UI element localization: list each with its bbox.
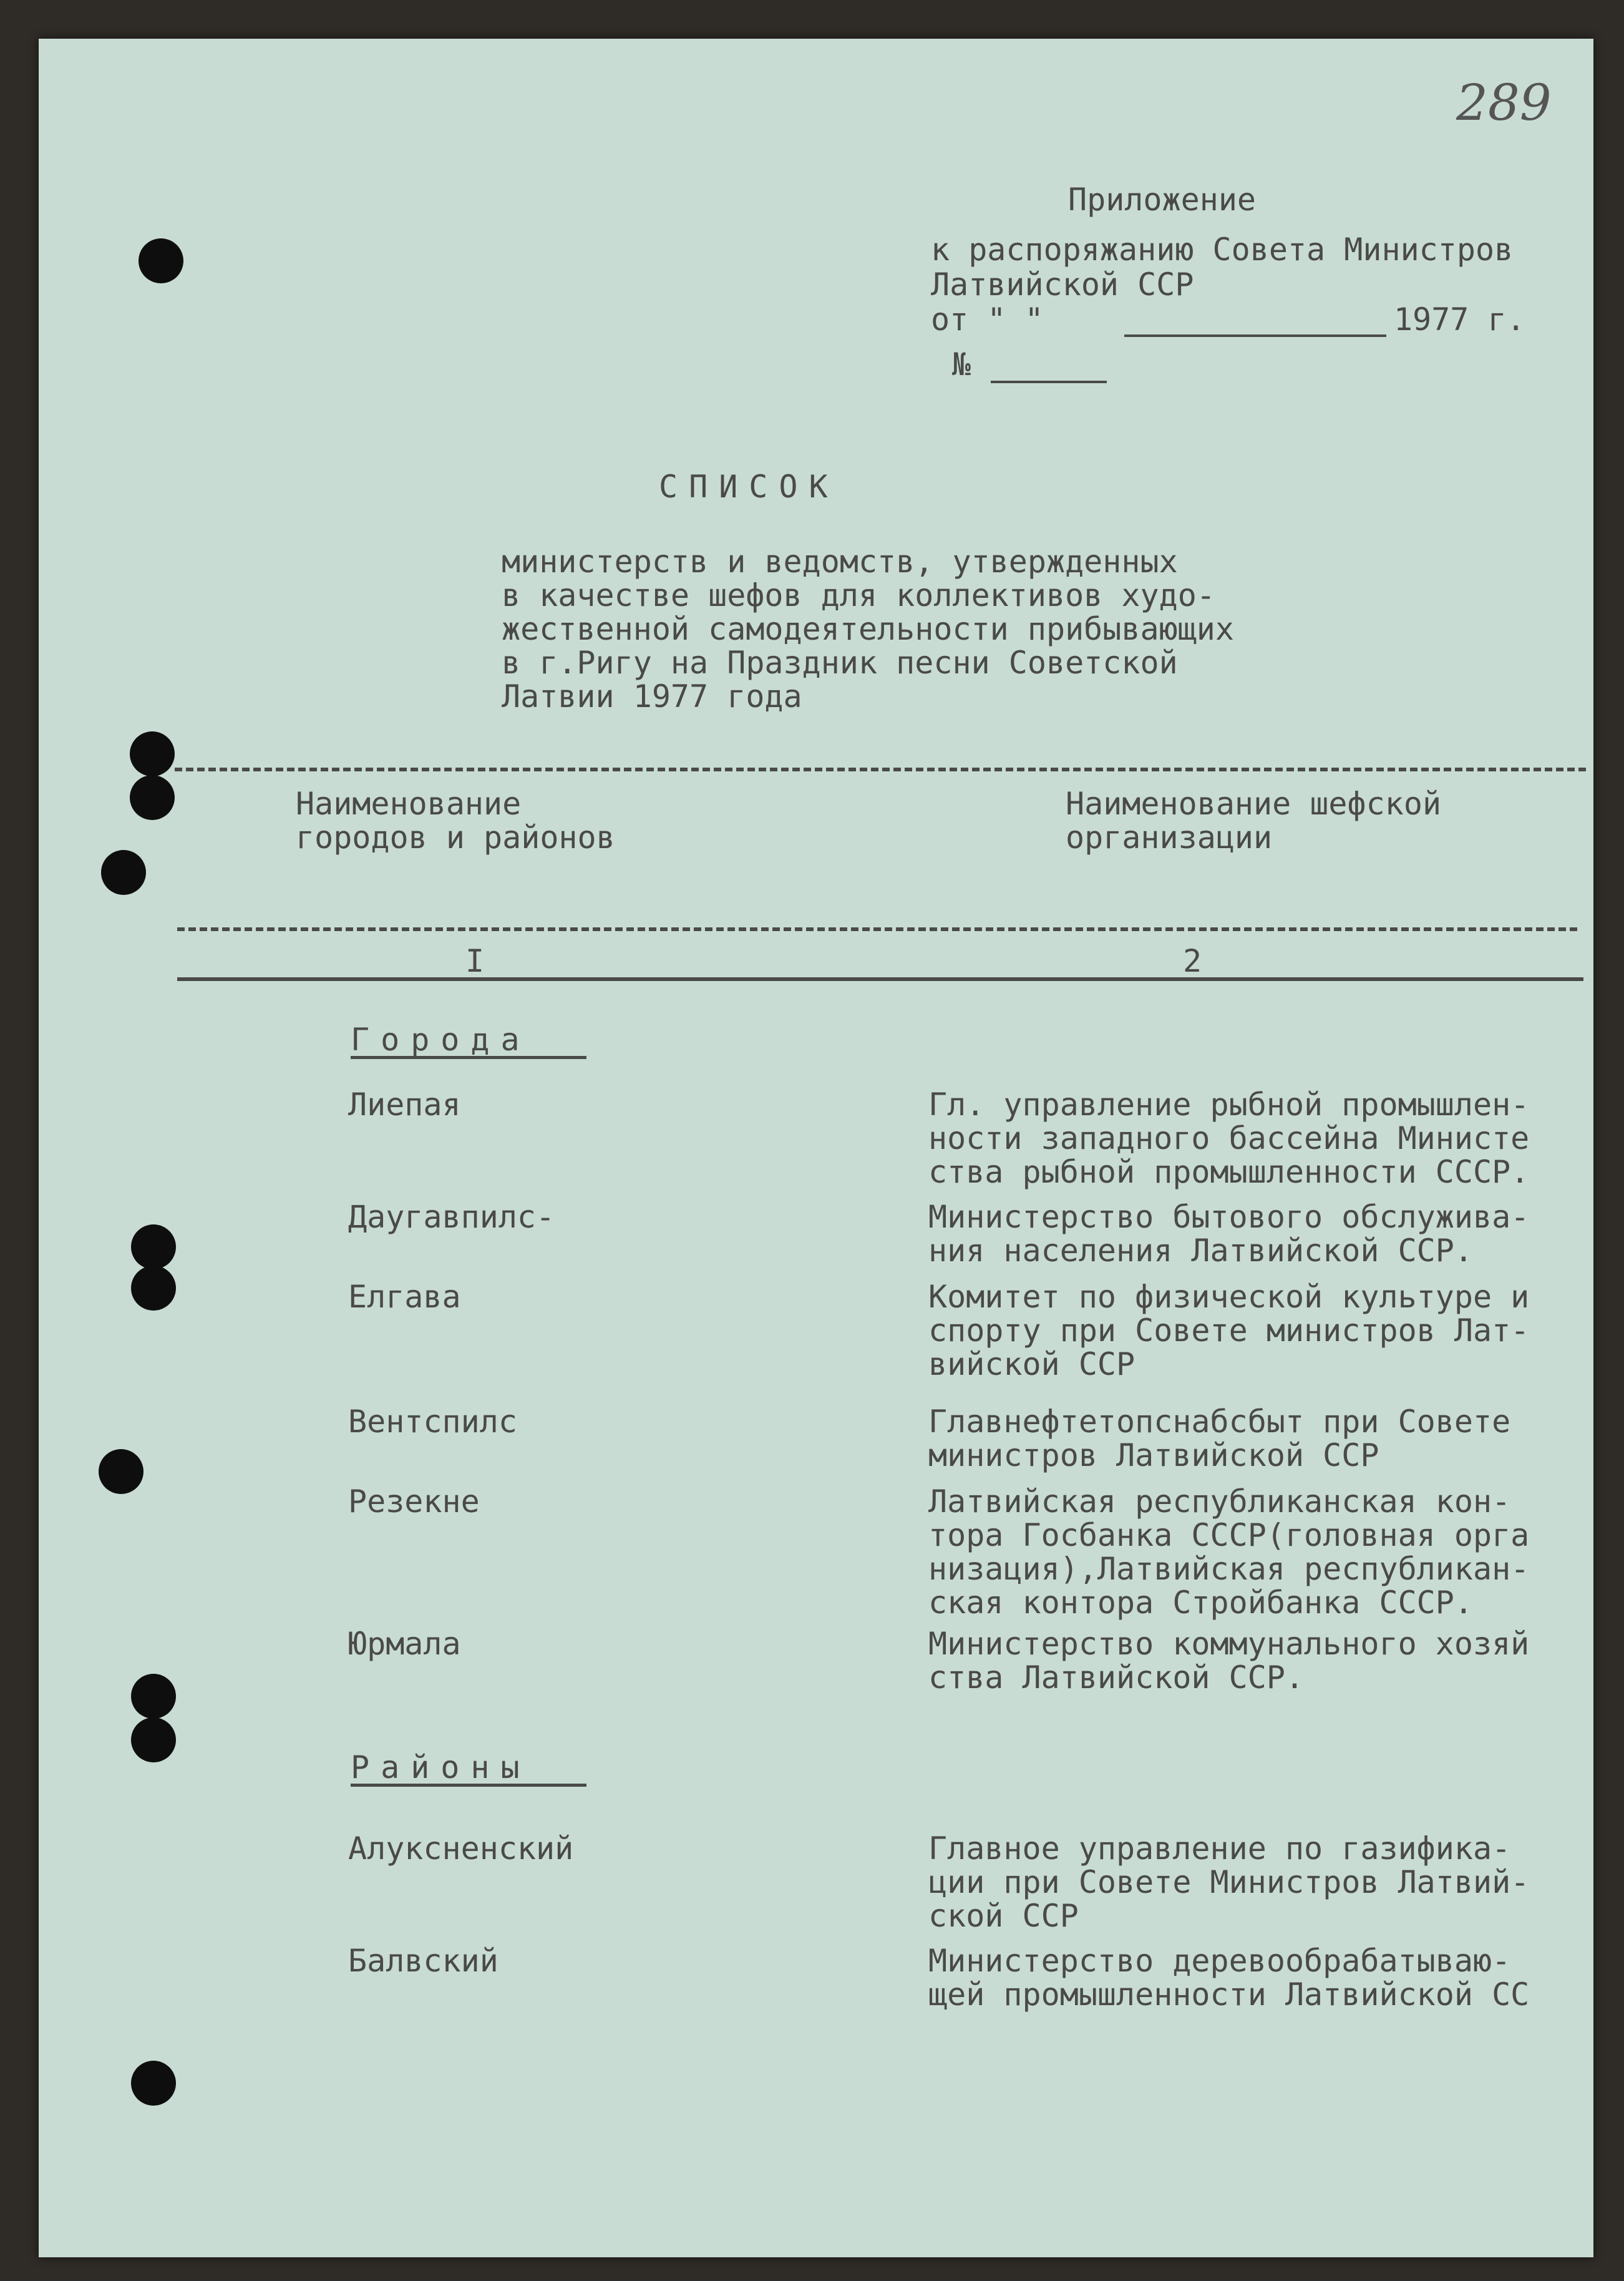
punch-hole	[130, 731, 175, 776]
col1-number: I	[465, 943, 485, 979]
org-line: щей промышленности Латвийской СС	[928, 1976, 1530, 2013]
org-line: Министерство деревообрабатываю-	[928, 1943, 1511, 1979]
org-line: Гл. управление рыбной промышлен-	[928, 1087, 1530, 1123]
section-heading-underline	[351, 1784, 586, 1787]
subtitle-line-4: в г.Ригу на Праздник песни Советской	[502, 645, 1178, 681]
place-name: Резекне	[348, 1483, 480, 1520]
org-line: Министерство бытового обслужива-	[928, 1199, 1530, 1235]
place-name: Юрмала	[348, 1626, 461, 1662]
punch-hole	[131, 2061, 176, 2106]
header-middle-rule	[177, 927, 1577, 931]
place-name: Балвский	[348, 1943, 498, 1979]
header-bottom-rule	[177, 977, 1583, 981]
org-line: Комитет по физической культуре и	[928, 1279, 1530, 1315]
section-heading-districts: Районы	[351, 1749, 531, 1785]
appendix-date-year: 1977 г.	[1394, 301, 1525, 338]
col2-number: 2	[1183, 943, 1202, 979]
appendix-date-prefix: от " "	[931, 301, 1044, 338]
col2-header-line-2: организации	[1066, 819, 1273, 856]
subtitle-line-3: жественной самодеятельности прибывающих	[502, 611, 1234, 647]
org-line: ская контора Стройбанка СССР.	[928, 1585, 1473, 1621]
punch-hole	[131, 1674, 176, 1719]
punch-hole	[131, 1717, 176, 1762]
org-line: ства Латвийской ССР.	[928, 1659, 1305, 1696]
org-line: низация),Латвийская республикан-	[928, 1551, 1530, 1587]
place-name: Лиепая	[348, 1087, 461, 1123]
place-name: Алуксненский	[348, 1830, 574, 1867]
header-top-rule	[175, 768, 1586, 771]
number-blank-line	[991, 381, 1107, 383]
appendix-line-2: к распоряжанию Совета Министров	[931, 232, 1514, 268]
org-line: ности западного бассейна Министе	[928, 1120, 1530, 1156]
org-line: ской ССР	[928, 1898, 1079, 1934]
org-line: ции при Совете Министров Латвий-	[928, 1864, 1530, 1900]
date-blank-line	[1124, 335, 1386, 337]
col2-header-line-1: Наименование шефской	[1066, 786, 1442, 822]
place-name: Елгава	[348, 1279, 461, 1315]
org-line: Главное управление по газифика-	[928, 1830, 1511, 1867]
section-heading-cities: Города	[351, 1022, 531, 1058]
place-name: Вентспилс	[348, 1404, 517, 1440]
appendix-title: Приложение	[1068, 182, 1257, 218]
appendix-line-3: Латвийской ССР	[931, 266, 1194, 303]
subtitle-line-1: министерств и ведомств, утвержденных	[502, 544, 1178, 580]
punch-hole	[131, 1266, 176, 1311]
punch-hole	[101, 850, 146, 895]
document-title: СПИСОК	[659, 469, 839, 505]
page-number: 289	[1456, 74, 1552, 132]
punch-hole	[99, 1449, 143, 1494]
punch-hole	[130, 775, 175, 820]
org-line: ния населения Латвийской ССР.	[928, 1233, 1473, 1269]
org-line: вийской ССР	[928, 1346, 1135, 1382]
org-line: тора Госбанка СССР(головная орга	[928, 1517, 1530, 1553]
col1-header-line-1: Наименование	[296, 786, 522, 822]
org-line: Главнефтетопснабсбыт при Совете	[928, 1404, 1511, 1440]
document-page	[39, 39, 1593, 2257]
number-sign: №	[952, 346, 971, 383]
place-name: Даугавпилс-	[348, 1199, 555, 1235]
org-line: Латвийская республиканская кон-	[928, 1483, 1511, 1520]
org-line: спорту при Совете министров Лат-	[928, 1312, 1530, 1349]
section-heading-underline	[351, 1056, 586, 1059]
org-line: министров Латвийской ССР	[928, 1437, 1379, 1473]
subtitle-line-2: в качестве шефов для коллективов худо-	[502, 577, 1215, 613]
org-line: ства рыбной промышленности СССР.	[928, 1154, 1530, 1190]
org-line: Министерство коммунального хозяй	[928, 1626, 1530, 1662]
col1-header-line-2: городов и районов	[296, 819, 615, 856]
subtitle-line-5: Латвии 1977 года	[502, 678, 802, 715]
punch-hole	[139, 238, 183, 283]
punch-hole	[131, 1224, 176, 1269]
